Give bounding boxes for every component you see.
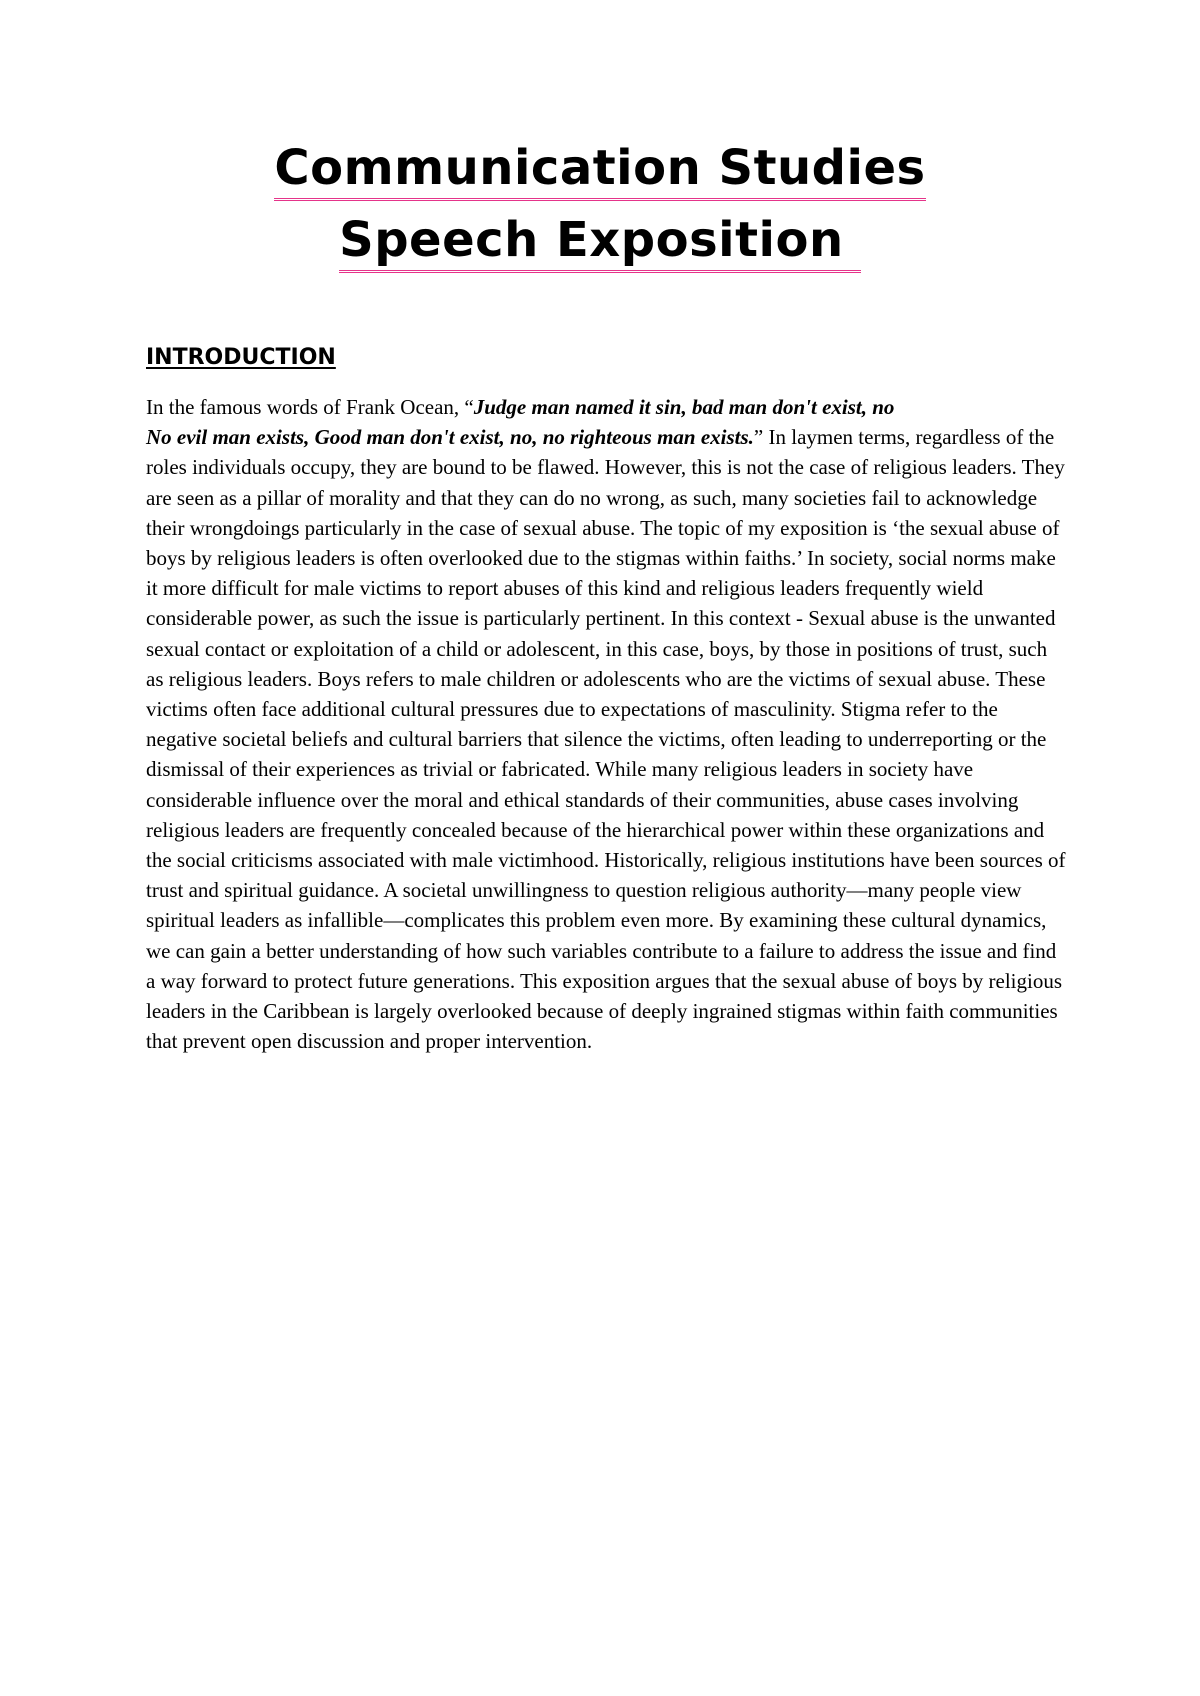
paragraph-intro-text: In the famous words of Frank Ocean, “	[146, 395, 474, 419]
document-title	[0, 142, 1200, 286]
title-line-1: Communication Studies	[274, 142, 925, 201]
quote-line-2: No evil man exists, Good man don't exist, no, no righteous man exists.	[146, 425, 754, 450]
paragraph-body-text: ” In laymen terms, regardless of the roles individuals occupy, they are bound to be flawed. However, this is not the case of religious leaders. They are seen as a pillar of morality and that they can do no wrong, as such, many societies fail to acknowledge their wrongdoings particularly in the case of sexual abuse. The topic of my exposition is ‘the sexual abuse of boys by religious leaders is often overlooked due to the stigmas within faiths.’ In society, social norms make it more difficult for male victims to report abuses of this kind and religious leaders frequently wield considerable power, as such the issue is particularly pertinent. In this context - Sexual abuse is the unwanted sexual contact or exploitation of a child or adolescent, in this case, boys, by those in positions of trust, such as religious leaders. Boys refers to male children or adolescents who are the victims of sexual abuse. These victims often face additional cultural pressures due to expectations of masculinity. Stigma refer to the negative societal beliefs and cultural barriers that silence the victims, often leading to underreporting or the dismissal of their experiences as trivial or fabricated. While many religious leaders in society have considerable influence over the moral and ethical standards of their communities, abuse cases involving religious leaders are frequently concealed because of the hierarchical power within these organizations and the social criticisms associated with male victimhood. Historically, religious institutions have been sources of trust and spiritual guidance. A societal unwillingness to question religious authority—many people view spiritual leaders as infallible—complicates this problem even more. By examining these cultural dynamics, we can gain a better understanding of how such variables contribute to a failure to address the issue and find a way forward to protect future generations. This exposition argues that the sexual abuse of boys by religious leaders in the Caribbean is largely overlooked because of deeply ingrained stigmas within faith communities that prevent open discussion and proper intervention.	[146, 425, 1066, 1054]
quote-line-1: Judge man named it sin, bad man don't exist, no	[473, 395, 895, 419]
introduction-paragraph	[146, 392, 1066, 1056]
section-heading-introduction: INTRODUCTION	[146, 345, 336, 370]
title-line-2: Speech Exposition	[339, 214, 861, 273]
